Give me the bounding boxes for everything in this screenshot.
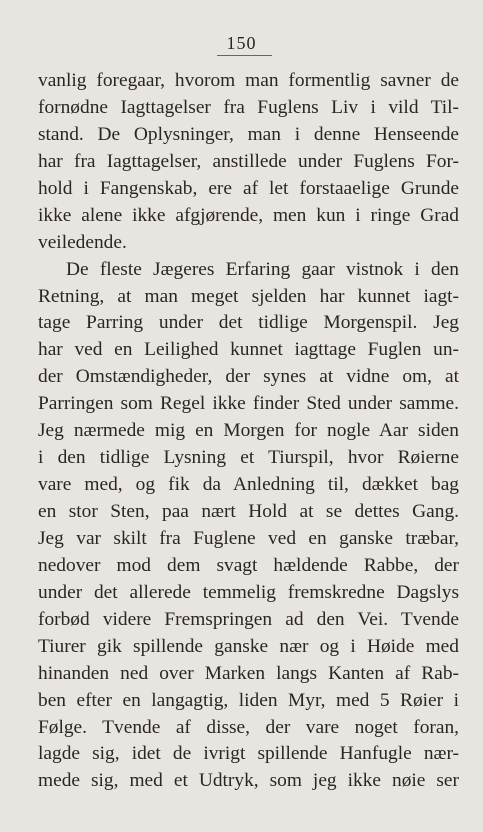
text-line: mede sig, med et Udtryk, som jeg ikke nøie ser: [38, 770, 459, 792]
text-line: vare med, og fik da Anledning til, dækket bag: [38, 474, 459, 496]
text-line: forbød videre Fremspringen ad den Vei. Tvende: [38, 608, 459, 630]
text-line: Tiurer gik spillende ganske nær og i Høide med: [38, 635, 459, 657]
text-line: De fleste Jægeres Erfaring gaar vistnok i den: [66, 258, 459, 280]
text-line: Retning, at man meget sjelden har kunnet iagt-: [38, 285, 459, 307]
text-line: fornødne Iagttagelser fra Fuglens Liv i vild Til-: [38, 96, 459, 118]
text-line: under det allerede temmelig fremskredne Dagslys: [38, 581, 459, 603]
text-line: har fra Iagttagelser, anstillede under Fuglens For-: [38, 150, 459, 172]
text-line: der Omstændigheder, der synes at vidne om, at: [38, 366, 459, 388]
text-line: veiledende.: [38, 231, 127, 253]
text-line: vanlig foregaar, hvorom man formentlig savner de: [38, 70, 459, 91]
text-line: Jeg var skilt fra Fuglene ved en ganske træbar,: [38, 527, 459, 549]
text-line: ben efter en langagtig, liden Myr, med 5 Røier i: [38, 689, 459, 711]
text-line: i den tidlige Lysning et Tiurspil, hvor Røierne: [38, 447, 459, 469]
paragraph-1: [38, 68, 459, 257]
page-number-underline: [217, 55, 272, 56]
text-line: Jeg nærmede mig en Morgen for nogle Aar siden: [38, 420, 459, 442]
text-line: Følge. Tvende af disse, der vare noget foran,: [38, 716, 459, 738]
text-line: hinanden ned over Marken langs Kanten af Rab-: [38, 662, 459, 684]
body-text: [38, 68, 459, 795]
text-line: tage Parring under det tidlige Morgenspil. Jeg: [38, 312, 459, 334]
text-line: hold i Fangenskab, ere af let forstaaelige Grunde: [38, 177, 459, 199]
text-line: nedover mod dem svagt hældende Rabbe, der: [38, 554, 459, 576]
paragraph-2: [38, 257, 459, 796]
page-number: 150: [226, 33, 257, 53]
text-line: en stor Sten, paa nært Hold at se dettes Gang.: [38, 501, 459, 522]
text-line: stand. De Oplysninger, man i denne Henseende: [38, 123, 459, 145]
text-line: Parringen som Regel ikke finder Sted under samme.: [38, 393, 459, 415]
text-line: lagde sig, idet de ivrigt spillende Hanfugle nær-: [38, 743, 459, 765]
text-line: har ved en Leilighed kunnet iagttage Fuglen un-: [38, 339, 459, 361]
text-line: ikke alene ikke afgjørende, men kun i ringe Grad: [38, 204, 459, 226]
